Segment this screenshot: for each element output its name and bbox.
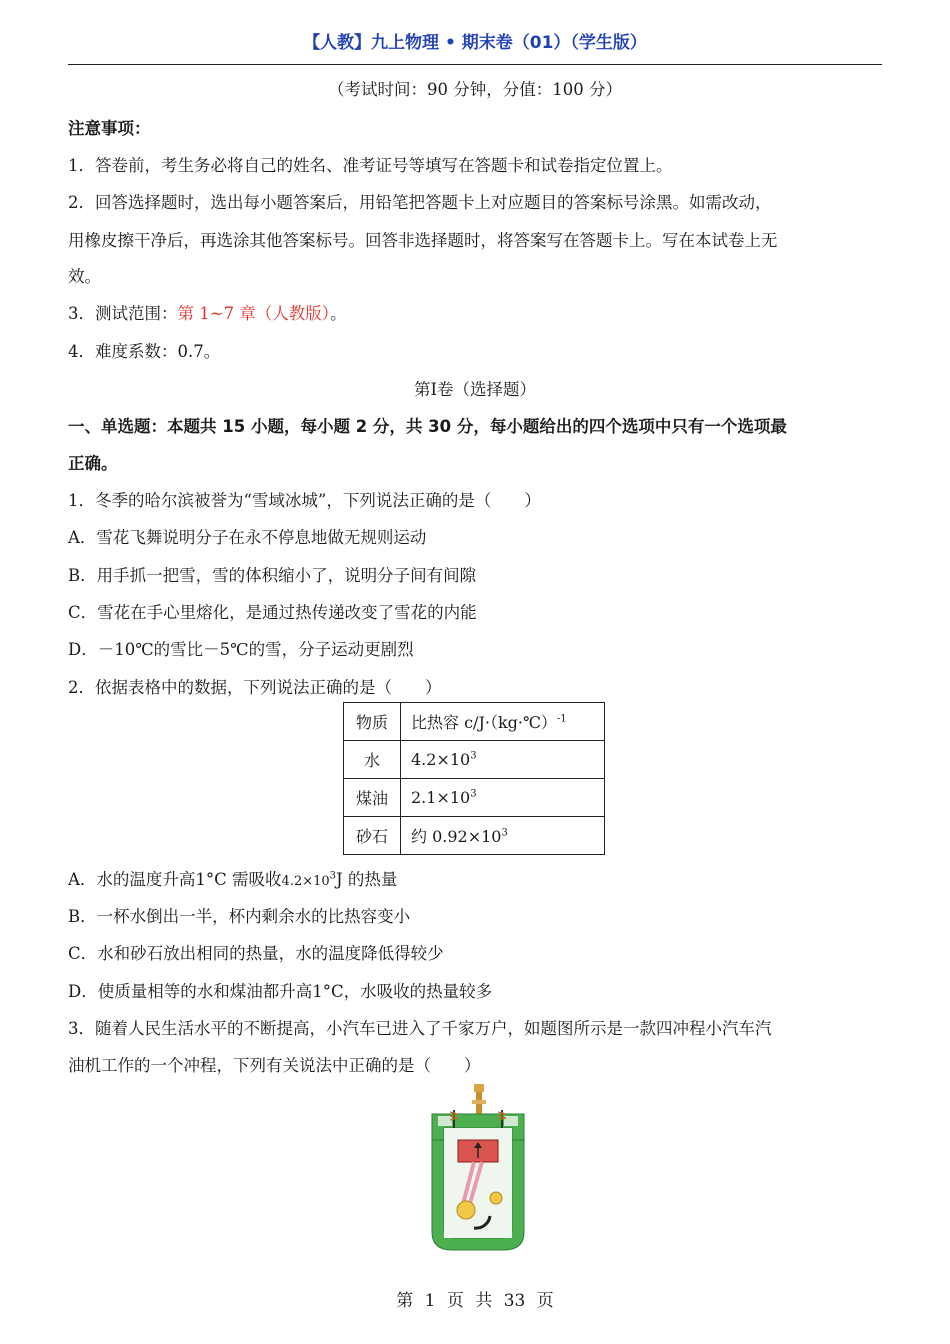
q2-option-b: B．一杯水倒出一半，杯内剩余水的比热容变小 [68,907,411,926]
heat-capacity-unit: 比热容 c/J·（kg·℃） [411,713,557,732]
notice-item-3 [68,300,347,324]
table-cell-substance: 煤油 [344,779,401,817]
value-mantissa: 2.1×10 [411,788,471,807]
page-header-title: 【人教】九上物理 • 期末卷（01）（学生版） [303,33,647,53]
header-divider [68,64,882,65]
specific-heat-table [343,702,605,855]
notice-heading: 注意事项： [68,119,151,138]
q3-stem-line-2: 油机工作的一个冲程，下列有关说法中正确的是（ ） [68,1056,481,1075]
table-cell-value [401,741,605,779]
unit-exponent: -1 [556,713,567,725]
table-header-heat-capacity [401,703,605,741]
value-exponent: 3 [470,788,477,800]
notice-item-2-line-2: 用橡皮擦干净后，再选涂其他答案标号。回答非选择题时，将答案写在答题卡上。写在本试卷上无 [68,231,778,250]
table-row [344,779,605,817]
value-mantissa: 4.2×10 [411,750,471,769]
notice-item-3-suffix: 。 [330,304,347,323]
q1-option-c: C．雪花在手心里熔化，是通过热传递改变了雪花的内能 [68,603,477,622]
value-mantissa: 约 0.92×10 [411,827,502,846]
q1-option-d: D．－10℃的雪比－5℃的雪，分子运动更剧烈 [68,640,414,659]
q2-option-a-text: A．水的温度升高1°C 需吸收 [68,870,282,889]
value-exponent: 3 [501,827,508,839]
table-cell-value [401,817,605,855]
q2-option-d: D．使质量相等的水和煤油都升高1°C，水吸收的热量较多 [68,982,493,1001]
q1-stem: 1．冬季的哈尔滨被誉为“雪域冰城”，下列说法正确的是（ ） [68,491,541,510]
table-header-row [344,703,605,741]
notice-item-1: 1．答卷前，考生务必将自己的姓名、准考证号等填写在答题卡和试卷指定位置上。 [68,156,673,175]
table-row [344,741,605,779]
q1-option-b: B．用手抓一把雪，雪的体积缩小了，说明分子间有间隙 [68,566,477,585]
q2-option-a-tail: J 的热量 [336,870,398,889]
table-cell-substance: 水 [344,741,401,779]
counterweight-icon [490,1192,502,1204]
value-exponent: 3 [470,750,477,762]
part-heading-line-1: 一、单选题：本题共 15 小题，每小题 2 分，共 30 分，每小题给出的四个选项中只有一个选项最 [68,417,787,436]
part-heading-line-2: 正确。 [68,454,118,473]
spark-plug-cap-icon [474,1084,484,1092]
table-row [344,817,605,855]
page-footer: 第 1 页 共 33 页 [396,1291,554,1311]
volume-title: 第Ⅰ卷（选择题） [413,380,537,399]
table-cell-substance: 砂石 [344,817,401,855]
q2-stem: 2．依据表格中的数据，下列说法正确的是（ ） [68,678,442,697]
table-cell-value [401,779,605,817]
exam-info: （考试时间：90 分钟，分值：100 分） [328,80,622,99]
q2-option-a-exponent: 3 [329,870,337,882]
q2-option-c: C．水和砂石放出相同的热量，水的温度降低得较少 [68,944,444,963]
q2-option-a-value: 4.2×10 [281,874,330,889]
intake-port-icon [438,1116,452,1126]
test-range: 第 1~7 章（人教版） [177,304,331,323]
crankshaft-icon [457,1201,475,1219]
table-header-substance: 物质 [344,703,401,741]
q1-option-a: A．雪花飞舞说明分子在永不停息地做无规则运动 [68,528,427,547]
spark-plug-nut-icon [472,1100,486,1104]
engine-stroke-figure [428,1082,528,1252]
q2-option-a [68,866,397,890]
notice-item-3-prefix: 3．测试范围： [68,304,178,323]
notice-item-2-line-1: 2．回答选择题时，选出每小题答案后，用铅笔把答题卡上对应题目的答案标号涂黑。如需改动， [68,193,772,212]
notice-item-4: 4．难度系数：0.7。 [68,342,221,361]
notice-item-2-line-3: 效。 [68,267,101,286]
q3-stem-line-1: 3．随着人民生活水平的不断提高，小汽车已进入了千家万户，如题图所示是一款四冲程小汽车汽 [68,1019,772,1038]
